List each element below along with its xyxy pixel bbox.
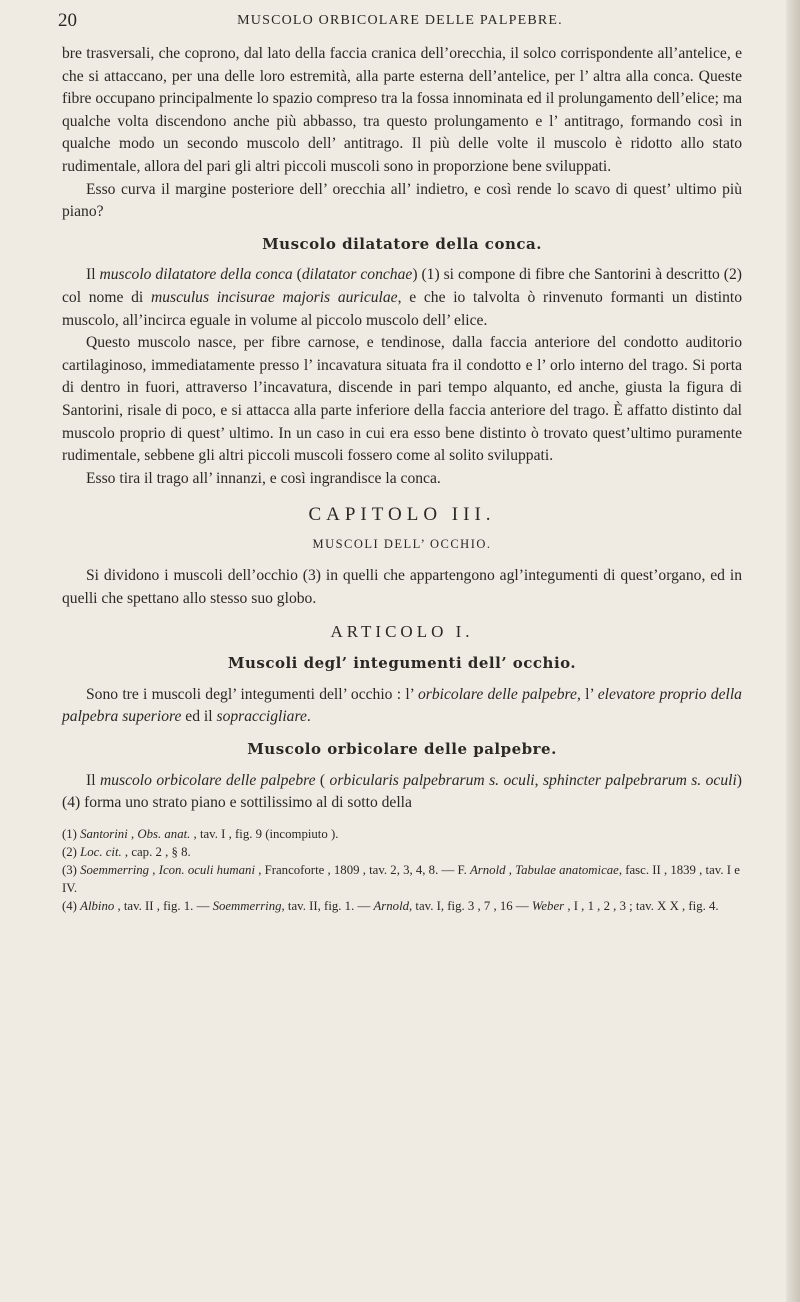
- footnote: (1) Santorini , Obs. anat. , tav. I , fig. 9 (incompiuto ).: [62, 826, 339, 841]
- page-edge: [786, 0, 800, 1302]
- chapter-subtitle: MUSCOLI DELL’ OCCHIO.: [312, 536, 492, 551]
- text-blocks: [62, 43, 742, 815]
- footnotes: [62, 825, 742, 915]
- paragraph: Questo muscolo nasce, per fibre carnose, e tendinose, dalla faccia anteriore del condotto auditorio cartilaginoso, immediatamente presso l’ incavatura situata fra il condotto e l’ orlo interno del trago. Si porta di dentro in fuori, attraverso l’incavatura, discende in pari tempo alquanto, ed anche, giusta la figura di Santorini, risale di poco, e si attacca alla parte inferiore della faccia anteriore del trago. È affatto distinto dal muscolo proprio di quest’ ultimo. In un caso in cui era esso bene distinto ò trovato quest’ultimo puramente rudimentale, sebbene gli altri piccoli muscoli fossero come al solito sviluppati.: [62, 334, 742, 465]
- footnote: (3) Soemmerring , Icon. oculi humani , Francoforte , 1809 , tav. 2, 3, 4, 8. — F. Arnold , Tabulae anatomicae, fasc. II , 1839 , tav. I e IV.: [62, 862, 740, 895]
- running-title: MUSCOLO ORBICOLARE DELLE PALPEBRE.: [237, 13, 563, 28]
- paragraph: bre trasversali, che coprono, dal lato della faccia cranica dell’orecchia, il solco corrispondente all’antelice, e che si attaccano, per una delle loro estremità, alla parte esterna dell’antelice, per l’ altra alla conca. Queste fibre occupano principalmente lo spazio compreso tra la fossa innominata ed il prolungamento dell’elice; ma qualche volta discendono anche più abbasso, tra questo prolungamento e l’ antitrago, formando così in qualche modo un secondo muscolo dell’ antitrago. Il più delle volte il muscolo è ridotto allo stato rudimentale, allora del pari gli altri piccoli muscoli sono in proporzione bene sviluppati.: [62, 45, 742, 175]
- paragraph: Sono tre i muscoli degl’ integumenti dell’ occhio : l’ orbicolare delle palpebre, l’ elevatore proprio della palpebra superiore ed il sopraccigliare.: [62, 685, 742, 726]
- paragraph: Si dividono i muscoli dell’occhio (3) in quelli che appartengono agl’integumenti di quest’organo, ed in quelli che spettano allo stesso suo globo.: [62, 567, 742, 608]
- footnote: (2) Loc. cit. , cap. 2 , § 8.: [62, 844, 191, 859]
- article-title: ARTICOLO I.: [330, 621, 474, 641]
- section-heading: Muscolo dilatatore della conca.: [262, 234, 542, 253]
- paragraph: Esso curva il margine posteriore dell’ orecchia all’ indietro, e così rende lo scavo di quest’ ultimo più piano?: [62, 180, 742, 221]
- footnote: (4) Albino , tav. II , fig. 1. — Soemmerring, tav. II, fig. 1. — Arnold, tav. I, fig. 3 , 7 , 16 — Weber , I , 1 , 2 , 3 ; tav. X X , fig. 4.: [62, 898, 719, 913]
- paragraph: Esso tira il trago all’ innanzi, e così ingrandisce la conca.: [86, 469, 441, 487]
- page-body: [62, 43, 742, 915]
- section-heading: Muscoli degl’ integumenti dell’ occhio.: [227, 654, 577, 673]
- page-number: 20: [58, 10, 77, 31]
- chapter-title: CAPITOLO III.: [308, 504, 496, 526]
- paragraph: Il muscolo dilatatore della conca (dilatator conchae) (1) si compone di fibre che Santorini à descritto (2) col nome di musculus incisurae majoris auriculae, e che io talvolta ò rinvenuto formanti un distinto muscolo, all’incirca eguale in volume al piccolo muscolo dell’ elice.: [62, 266, 742, 329]
- paragraph: Il muscolo orbicolare delle palpebre ( orbicularis palpebrarum s. oculi, sphincter palpebrarum s. oculi) (4) forma uno strato piano e sottilissimo al di sotto della: [62, 771, 742, 812]
- section-heading: Muscolo orbicolare delle palpebre.: [247, 740, 557, 759]
- running-header: [58, 10, 742, 36]
